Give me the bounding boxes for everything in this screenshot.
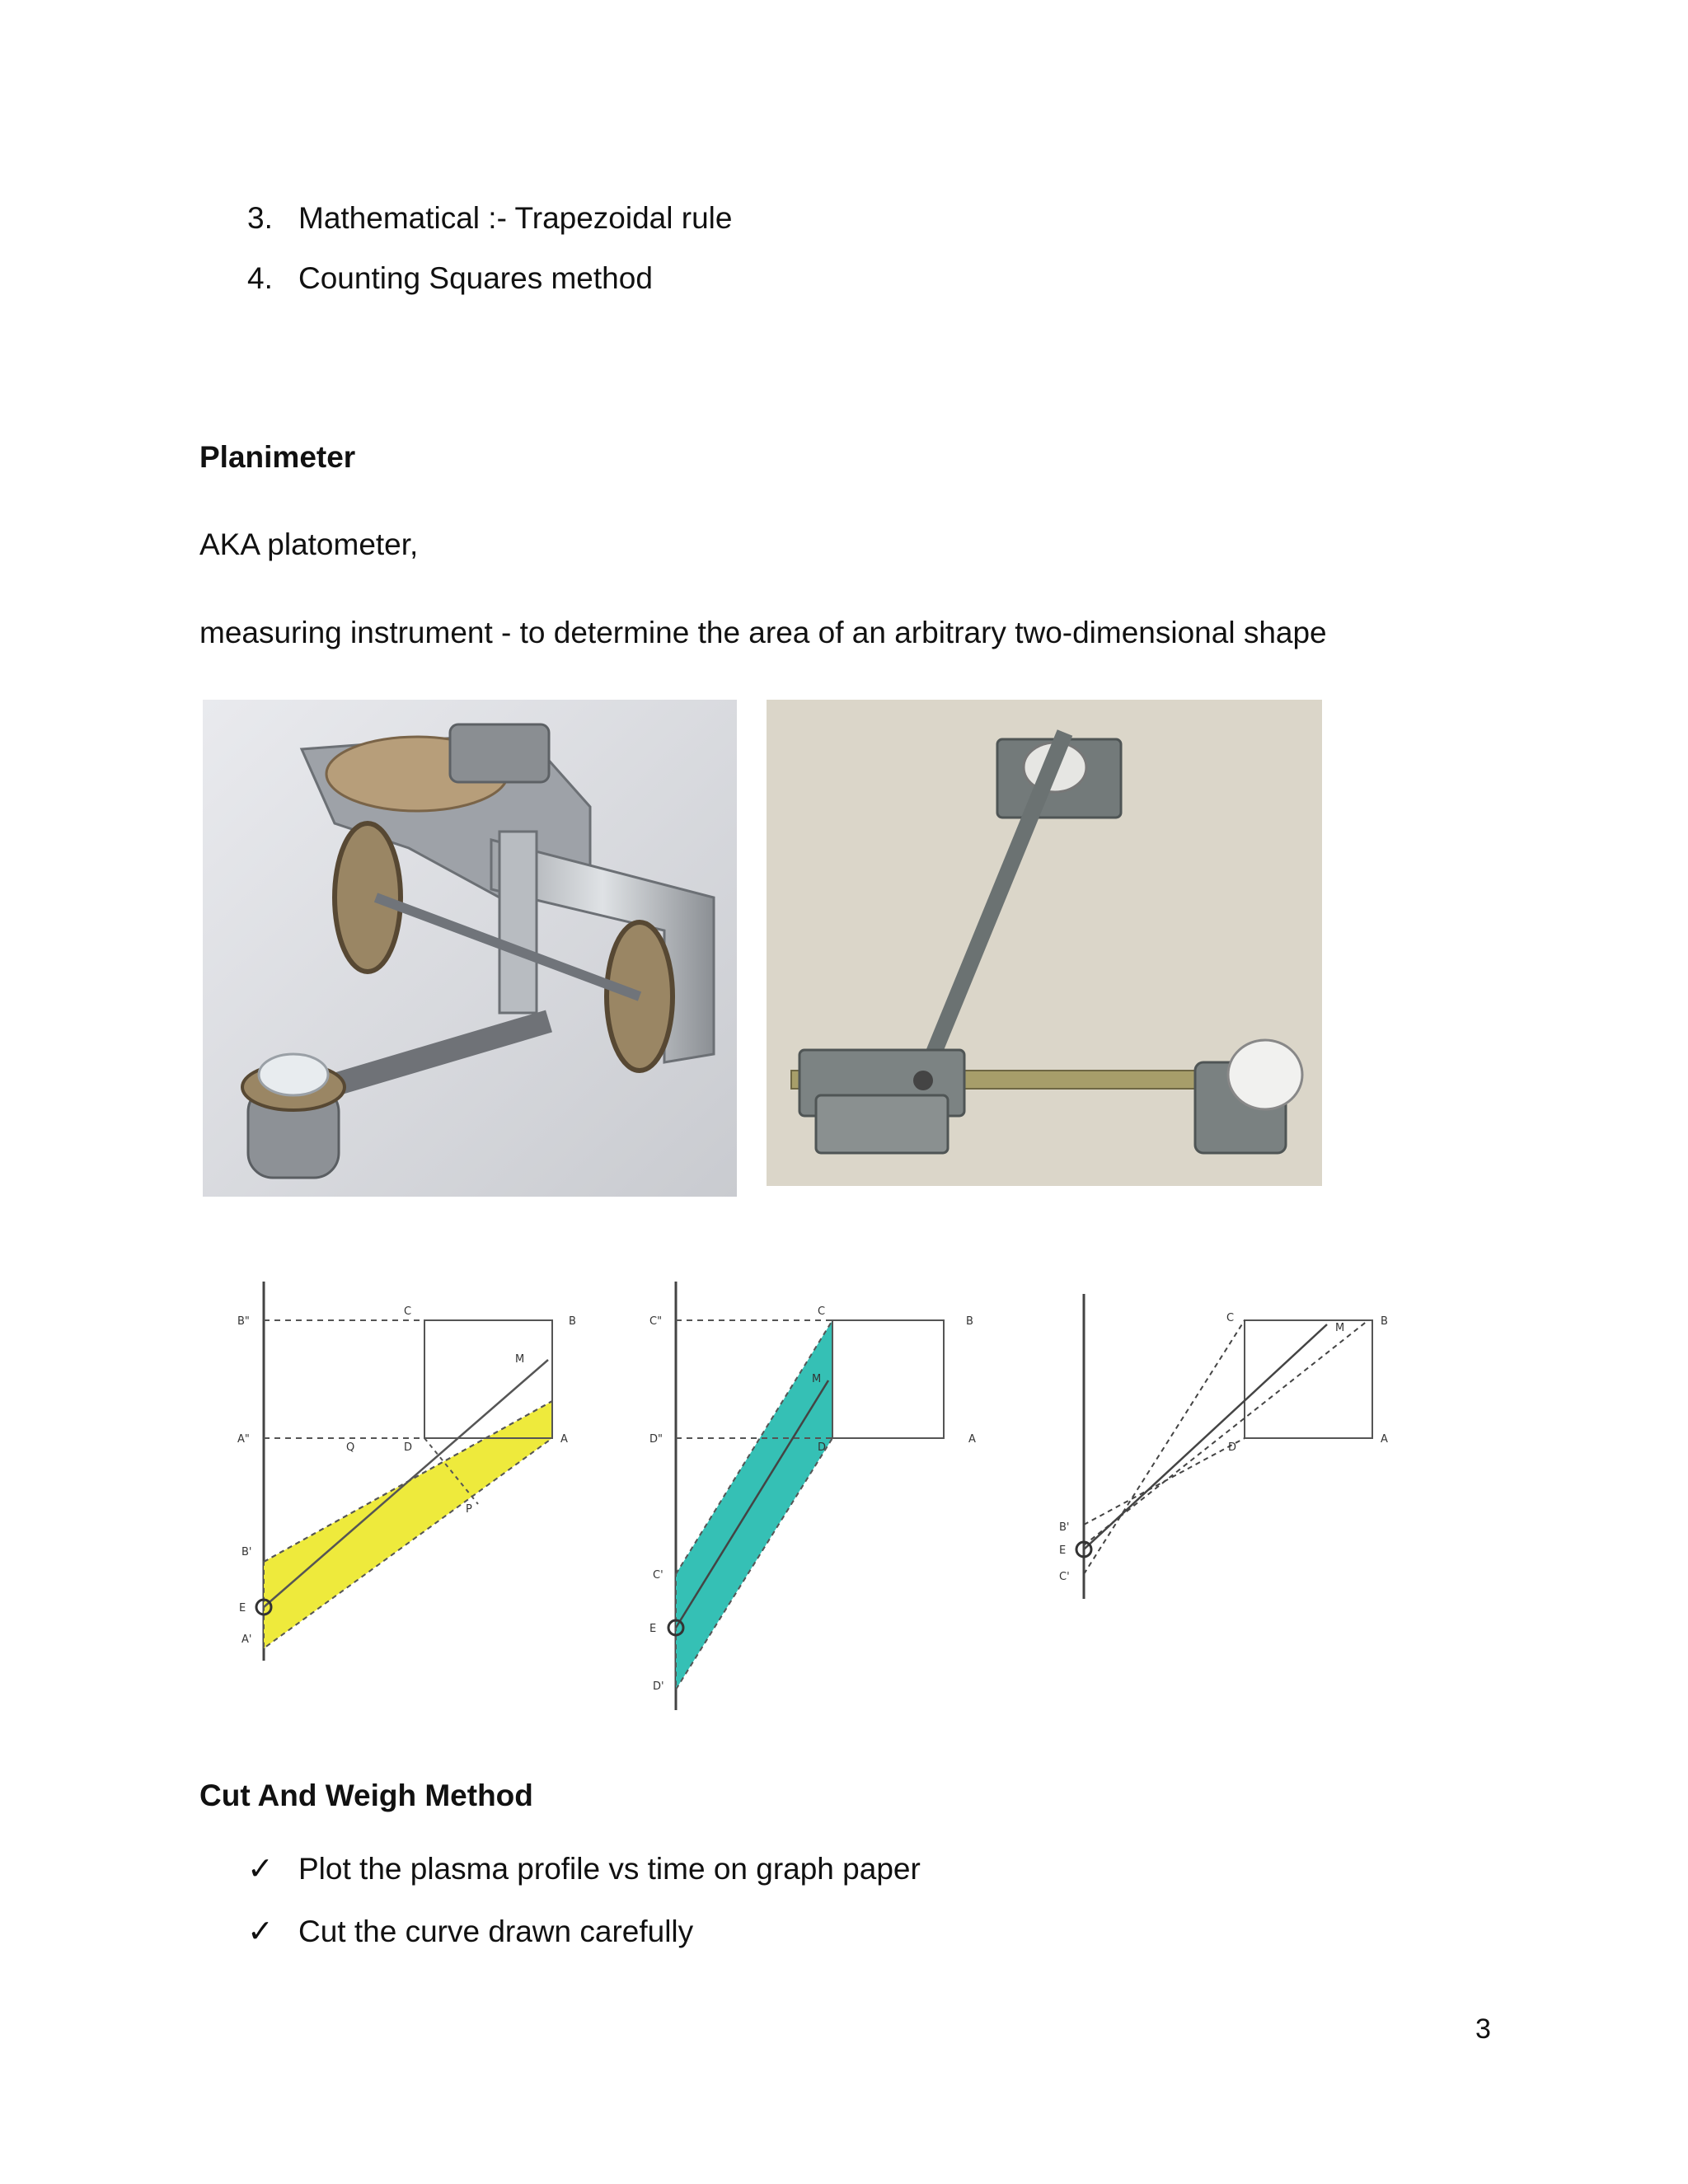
svg-text:Q: Q (346, 1441, 355, 1454)
svg-text:E: E (649, 1623, 657, 1635)
svg-text:M: M (515, 1353, 525, 1366)
section-heading-planimeter: Planimeter (199, 440, 356, 474)
square-abcd (832, 1320, 944, 1438)
svg-text:D": D" (649, 1433, 663, 1446)
planimeter-photo-compact (203, 700, 737, 1197)
svg-text:D: D (818, 1441, 827, 1454)
svg-text:C": C" (649, 1315, 663, 1328)
svg-text:A': A' (241, 1633, 252, 1646)
arm-em (1084, 1324, 1327, 1549)
planimeter-diagram-2 (643, 1282, 989, 1710)
svg-text:C: C (404, 1305, 412, 1318)
svg-text:D': D' (653, 1680, 664, 1693)
svg-text:D: D (404, 1441, 413, 1454)
svg-text:B: B (569, 1315, 576, 1328)
svg-text:C: C (818, 1305, 826, 1318)
planimeter-definition: measuring instrument - to determine the area of an arbitrary two-dimensional shape (199, 616, 1327, 649)
svg-text:P: P (466, 1503, 472, 1516)
svg-text:M: M (812, 1373, 822, 1385)
square-abcd (1245, 1320, 1372, 1438)
svg-text:A": A" (237, 1433, 250, 1446)
svg-text:C': C' (1059, 1571, 1070, 1583)
svg-text:A: A (968, 1433, 976, 1446)
svg-text:E: E (239, 1602, 246, 1615)
planimeter-compact-illustration (203, 700, 737, 1197)
checkmark-icon: ✓ (247, 1852, 274, 1886)
svg-text:E: E (1059, 1544, 1067, 1557)
svg-text:B': B' (1059, 1521, 1070, 1534)
svg-text:C: C (1226, 1312, 1235, 1324)
list-item-counting-squares: Counting Squares method (298, 261, 653, 295)
swept-area-teal (676, 1320, 832, 1690)
svg-text:B": B" (237, 1315, 250, 1328)
planimeter-polar-illustration (767, 700, 1322, 1186)
svg-text:A: A (560, 1433, 568, 1446)
list-number: 4. (247, 261, 273, 295)
planimeter-diagram-3 (1055, 1282, 1401, 1611)
arm-em (676, 1380, 828, 1628)
page-number: 3 (1475, 2013, 1491, 2045)
svg-text:D: D (1228, 1441, 1237, 1454)
svg-text:B: B (966, 1315, 973, 1328)
planimeter-aka: AKA platometer, (199, 527, 419, 561)
svg-text:M: M (1335, 1322, 1345, 1334)
list-item-trapezoidal: Mathematical :- Trapezoidal rule (298, 201, 733, 235)
section-heading-cut-and-weigh: Cut And Weigh Method (199, 1779, 533, 1812)
planimeter-photo-polar (767, 700, 1322, 1186)
svg-text:A: A (1381, 1433, 1388, 1446)
list-item-cut-curve: Cut the curve drawn carefully (298, 1915, 694, 1948)
svg-text:B: B (1381, 1315, 1388, 1328)
checkmark-icon: ✓ (247, 1915, 274, 1949)
arm-em (264, 1360, 548, 1607)
list-item-plot-profile: Plot the plasma profile vs time on graph paper (298, 1852, 921, 1886)
list-number: 3. (247, 201, 273, 235)
planimeter-diagram-1 (231, 1282, 593, 1661)
svg-text:C': C' (653, 1569, 663, 1582)
svg-text:B': B' (241, 1546, 252, 1558)
